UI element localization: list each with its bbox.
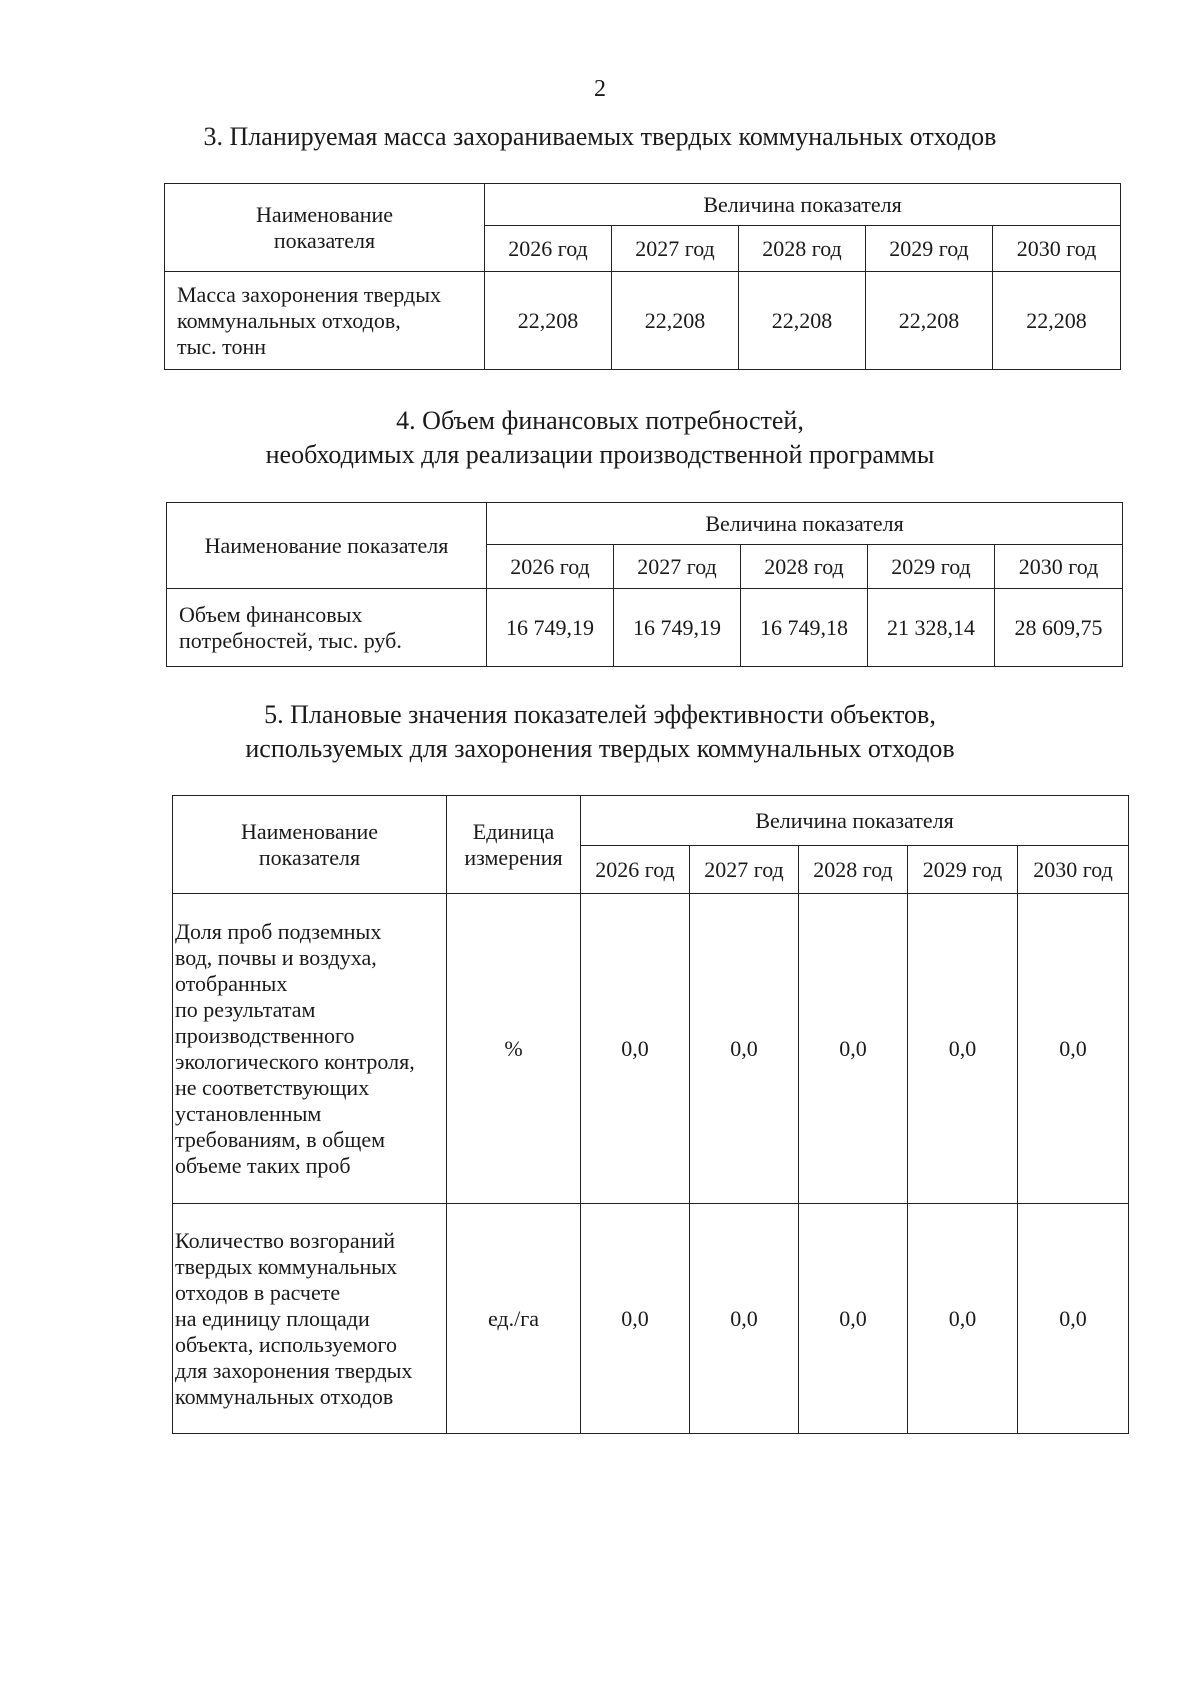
header-year: 2028 год [739,226,866,272]
value-cell: 22,208 [485,272,612,370]
row-indicator-name: Доля проб подземных вод, почвы и воздуха, отобранных по результатам производственного экологического контроля, не соответствующих установленным требованиям, в общем объеме таких проб [173,894,447,1204]
header-year: 2027 год [612,226,739,272]
table-row [173,1204,1129,1434]
value-cell: 16 749,18 [741,589,868,667]
header-indicator-name: Наименование показателя [165,184,485,272]
header-year: 2027 год [690,846,799,894]
value-cell: 0,0 [1018,1204,1129,1434]
section3-title: 3. Планируемая масса захораниваемых твердых коммунальных отходов [203,122,997,151]
value-cell: 0,0 [908,1204,1018,1434]
unit-cell: ед./га [447,1204,581,1434]
header-year: 2028 год [741,545,868,589]
value-cell: 16 749,19 [487,589,614,667]
section4-table [166,502,1123,667]
header-year: 2029 год [868,545,995,589]
section3-table [164,183,1121,370]
row-indicator-name: Количество возгораний твердых коммунальных отходов в расчете на единицу площади объекта, используемого для захоронения твердых коммунальных отходов [173,1204,447,1434]
header-indicator-name: Наименование показателя [173,796,447,894]
header-unit: Единица измерения [447,796,581,894]
value-cell: 0,0 [581,894,690,1204]
value-cell: 0,0 [799,894,908,1204]
value-cell: 0,0 [690,894,799,1204]
section5-table [172,795,1129,1434]
table-row [173,894,1129,1204]
value-cell: 22,208 [739,272,866,370]
table-row [165,272,1121,370]
value-cell: 22,208 [612,272,739,370]
value-cell: 16 749,19 [614,589,741,667]
row-indicator-name: Объем финансовых потребностей, тыс. руб. [167,589,487,667]
value-cell: 21 328,14 [868,589,995,667]
page-number: 2 [594,76,606,102]
value-cell: 22,208 [866,272,993,370]
row-indicator-name: Масса захоронения твердых коммунальных отходов, тыс. тонн [165,272,485,370]
header-year: 2030 год [1018,846,1129,894]
header-indicator-name: Наименование показателя [167,503,487,589]
header-year: 2026 год [581,846,690,894]
value-cell: 0,0 [799,1204,908,1434]
header-year: 2027 год [614,545,741,589]
value-cell: 28 609,75 [995,589,1123,667]
value-cell: 0,0 [908,894,1018,1204]
value-cell: 0,0 [690,1204,799,1434]
header-year: 2026 год [487,545,614,589]
value-cell: 0,0 [581,1204,690,1434]
value-cell: 0,0 [1018,894,1129,1204]
header-year: 2030 год [993,226,1121,272]
section4-title: 4. Объем финансовых потребностей, необходимых для реализации производственной программы [265,406,935,469]
header-year: 2028 год [799,846,908,894]
header-indicator-value: Величина показателя [581,796,1129,846]
value-cell: 22,208 [993,272,1121,370]
header-year: 2030 год [995,545,1123,589]
table-row [167,589,1123,667]
header-indicator-value: Величина показателя [485,184,1121,226]
unit-cell: % [447,894,581,1204]
header-year: 2029 год [866,226,993,272]
header-year: 2029 год [908,846,1018,894]
header-year: 2026 год [485,226,612,272]
section5-title: 5. Плановые значения показателей эффективности объектов, используемых для захоронения твердых коммунальных отходов [245,700,955,763]
header-indicator-value: Величина показателя [487,503,1123,545]
